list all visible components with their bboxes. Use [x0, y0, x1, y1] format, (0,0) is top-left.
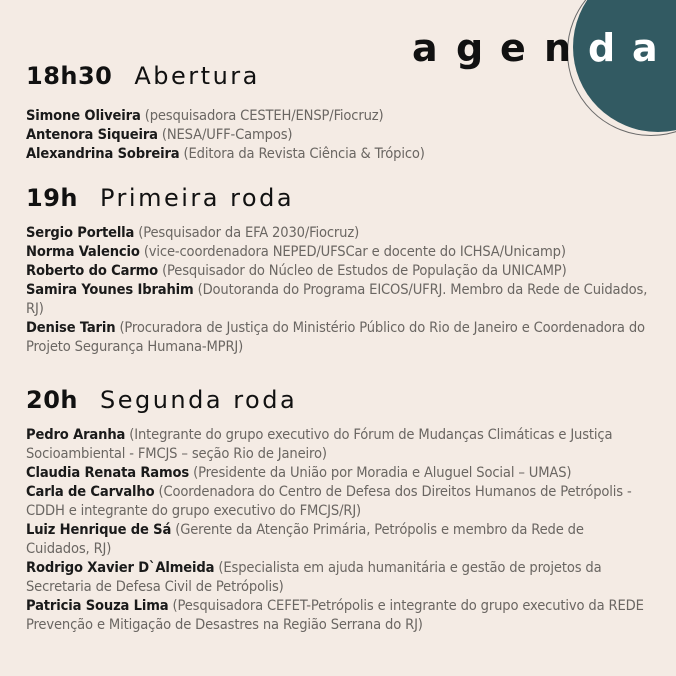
section-time: 20h	[26, 386, 78, 414]
speaker-entry	[26, 558, 651, 596]
title-letter: e	[500, 26, 526, 70]
section-time: 19h	[26, 184, 78, 212]
speaker-role: (pesquisadora CESTEH/ENSP/Fiocruz)	[144, 107, 384, 124]
speaker-name: Roberto do Carmo	[26, 262, 159, 279]
speaker-name: Antenora Siqueira	[26, 126, 158, 143]
speaker-role: (Pesquisador da EFA 2030/Fiocruz)	[138, 224, 360, 241]
speaker-list	[26, 223, 651, 356]
speaker-name: Patricia Souza Lima	[26, 597, 169, 614]
section-abertura	[26, 62, 651, 163]
title-letter: g	[456, 26, 484, 70]
speaker-entry	[26, 520, 651, 558]
speaker-name: Carla de Carvalho	[26, 483, 155, 500]
speaker-role: (Doutoranda do Programa EICOS/UFRJ. Membro da Rede de Cuidados, RJ)	[26, 281, 648, 317]
title-letter: n	[544, 26, 572, 70]
title-letter: a	[412, 26, 438, 70]
speaker-role: (Integrante do grupo executivo do Fórum de Mudanças Climáticas e Justiça Socioambiental - FMCJS – seção Rio de Janeiro)	[26, 426, 613, 462]
speaker-role: (Especialista em ajuda humanitária e gestão de projetos da Secretaria de Defesa Civil de Petrópolis)	[26, 559, 602, 595]
speaker-role: (Pesquisador do Núcleo de Estudos de População da UNICAMP)	[162, 262, 567, 279]
speaker-role: (Pesquisadora CEFET-Petrópolis e integrante do grupo executivo da REDE Prevenção e Mitigação de Desastres na Região Serrana do RJ)	[26, 597, 644, 633]
speaker-name: Simone Oliveira	[26, 107, 141, 124]
speaker-entry	[26, 144, 651, 163]
speaker-role: (Gerente da Atenção Primária, Petrópolis e membro da Rede de Cuidados, RJ)	[26, 521, 584, 557]
speaker-name: Norma Valencio	[26, 243, 140, 260]
section-title: Abertura	[134, 62, 260, 90]
section-heading	[26, 386, 651, 420]
speaker-name: Alexandrina Sobreira	[26, 145, 180, 162]
speaker-role: (Presidente da União por Moradia e Aluguel Social – UMAS)	[193, 464, 572, 481]
speaker-entry	[26, 106, 651, 125]
speaker-entry	[26, 425, 651, 463]
speaker-role: (Coordenadora do Centro de Defesa dos Direitos Humanos de Petrópolis - CDDH e integrante do grupo executivo do FMCJS/RJ)	[26, 483, 632, 519]
section-time: 18h30	[26, 62, 113, 90]
speaker-list	[26, 425, 651, 634]
speaker-entry	[26, 223, 651, 242]
section-segunda-roda	[26, 386, 651, 634]
section-heading	[26, 62, 651, 96]
speaker-name: Pedro Aranha	[26, 426, 126, 443]
section-title: Primeira roda	[99, 184, 295, 212]
section-heading	[26, 184, 651, 218]
speaker-role: (Procuradora de Justiça do Ministério Público do Rio de Janeiro e Coordenadora do Projeto Segurança Humana-MPRJ)	[26, 319, 645, 355]
speaker-name: Claudia Renata Ramos	[26, 464, 190, 481]
speaker-entry	[26, 596, 651, 634]
speaker-list	[26, 106, 651, 163]
speaker-name: Sergio Portella	[26, 224, 135, 241]
speaker-role: (Editora da Revista Ciência & Trópico)	[183, 145, 425, 162]
speaker-name: Samira Younes Ibrahim	[26, 281, 194, 298]
speaker-entry	[26, 242, 651, 261]
speaker-role: (vice-coordenadora NEPED/UFSCar e docente do ICHSA/Unicamp)	[143, 243, 566, 260]
section-title: Segunda roda	[99, 386, 298, 414]
speaker-role: (NESA/UFF-Campos)	[161, 126, 293, 143]
speaker-entry	[26, 280, 651, 318]
speaker-entry	[26, 318, 651, 356]
speaker-entry	[26, 125, 651, 144]
speaker-name: Denise Tarin	[26, 319, 116, 336]
speaker-name: Rodrigo Xavier D`Almeida	[26, 559, 215, 576]
speaker-entry	[26, 463, 651, 482]
section-primeira-roda	[26, 184, 651, 356]
speaker-name: Luiz Henrique de Sá	[26, 521, 172, 538]
speaker-entry	[26, 261, 651, 280]
speaker-entry	[26, 482, 651, 520]
title-letter: a	[632, 26, 658, 70]
title-letter: d	[588, 26, 616, 70]
